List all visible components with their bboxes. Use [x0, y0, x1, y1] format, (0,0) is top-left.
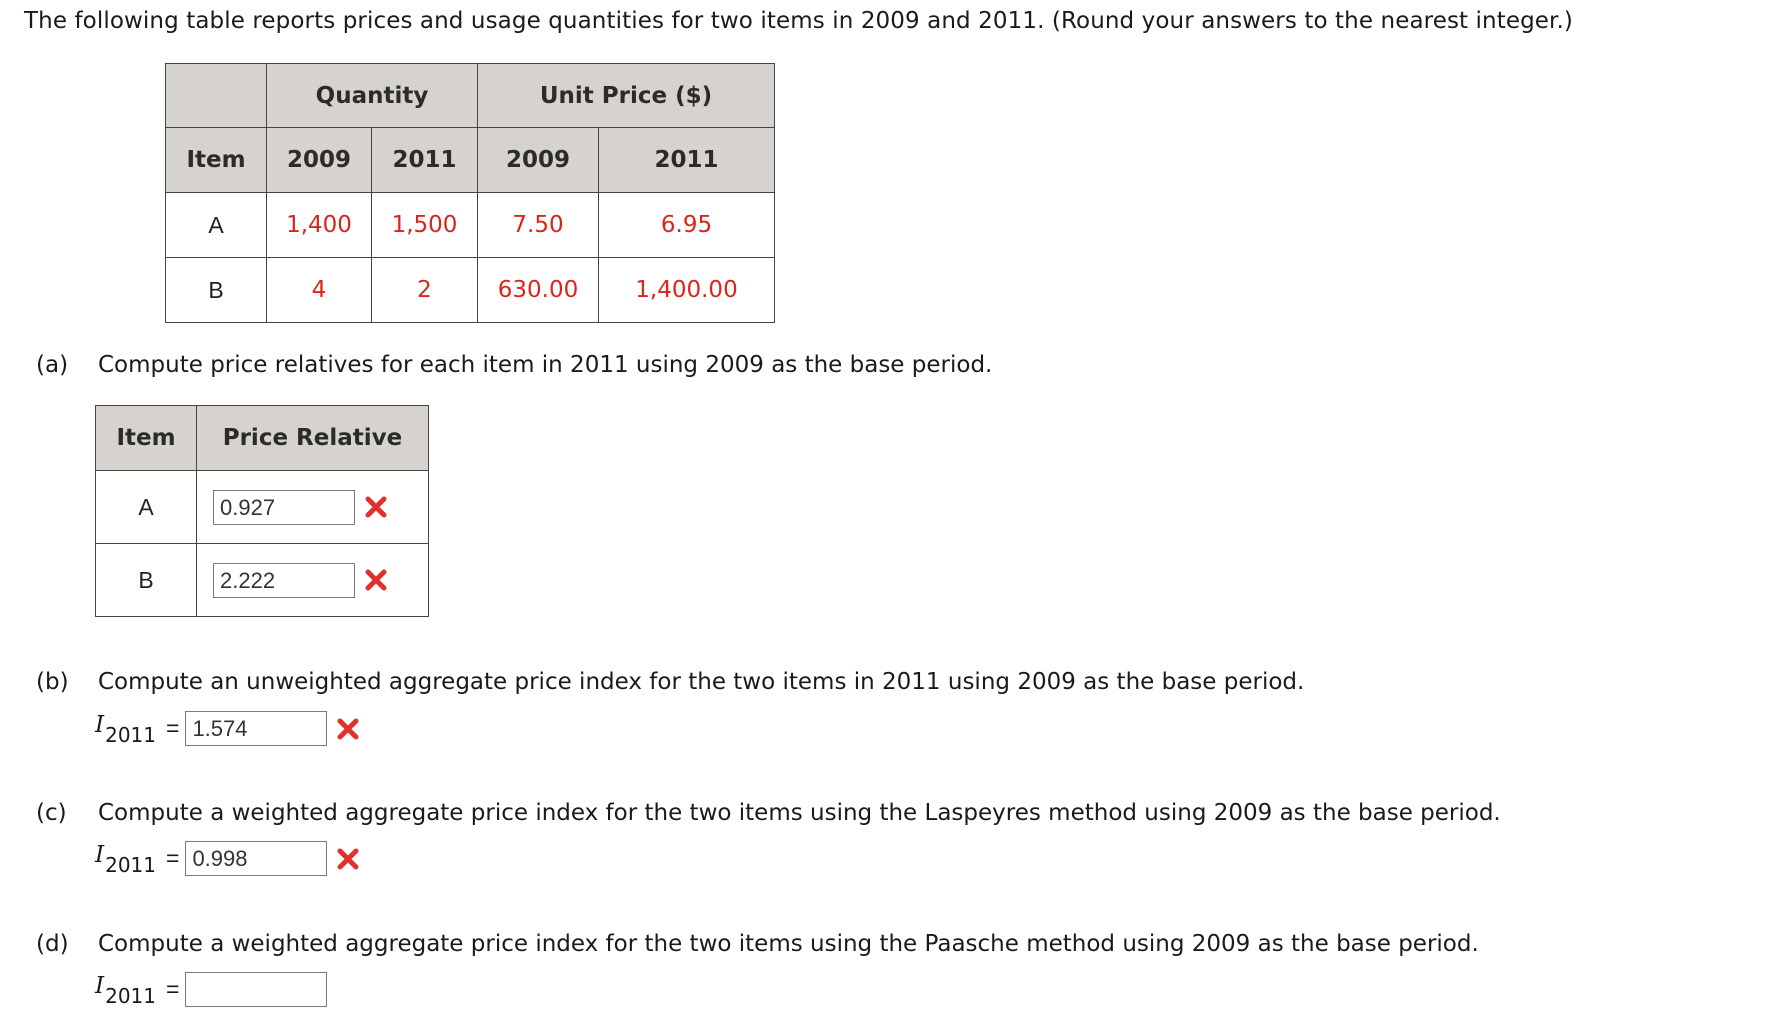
- answer-cell: [197, 544, 429, 617]
- part-d-question: [36, 931, 1479, 957]
- quantity-2009-cell: 1,400: [267, 193, 372, 258]
- index-symbol: I2011: [95, 972, 156, 1008]
- index-subscript: 2011: [105, 852, 156, 877]
- price-2009-cell: 7.50: [478, 193, 599, 258]
- item-cell: A: [166, 193, 267, 258]
- index-subscript: 2011: [105, 722, 156, 747]
- incorrect-x-icon: [335, 716, 361, 742]
- item-column-header: Item: [166, 128, 267, 193]
- price-2009-cell: 630.00: [478, 258, 599, 323]
- index-subscript: 2011: [105, 983, 156, 1008]
- index-symbol: I2011: [95, 711, 156, 747]
- price-relative-table: [95, 405, 429, 617]
- price-2011-cell: 1,400.00: [599, 258, 775, 323]
- item-cell: B: [96, 544, 197, 617]
- part-c-question: [36, 800, 1501, 826]
- table-row: [166, 258, 775, 323]
- part-d-label: (d): [36, 931, 69, 957]
- part-a-label: (a): [36, 352, 69, 378]
- paasche-index-input[interactable]: [185, 972, 327, 1007]
- incorrect-x-icon: [363, 494, 389, 520]
- price-2011-header: 2011: [599, 128, 775, 193]
- part-d-answer-row: [95, 972, 327, 1012]
- price-relative-column-header: Price Relative: [197, 406, 429, 471]
- table-row: [166, 193, 775, 258]
- part-c-label: (c): [36, 800, 67, 826]
- index-symbol: I2011: [95, 841, 156, 877]
- price-relative-b-input[interactable]: 2.222: [213, 563, 355, 598]
- part-d-text: Compute a weighted aggregate price index for the two items using the Paasche method using 2009 as the base period.: [98, 931, 1479, 957]
- equals-sign: =: [166, 845, 180, 871]
- part-b-label: (b): [36, 669, 69, 695]
- quantity-2009-cell: 4: [267, 258, 372, 323]
- laspeyres-index-input[interactable]: 0.998: [185, 841, 327, 876]
- quantity-2011-cell: 1,500: [372, 193, 478, 258]
- answer-cell: [197, 471, 429, 544]
- price-relative-a-input[interactable]: 0.927: [213, 490, 355, 525]
- equals-sign: =: [166, 976, 180, 1002]
- price-quantity-table: [165, 63, 775, 323]
- part-c-text: Compute a weighted aggregate price index for the two items using the Laspeyres method using 2009 as the base period.: [98, 800, 1501, 826]
- quantity-2011-header: 2011: [372, 128, 478, 193]
- part-c-answer-row: [95, 841, 361, 881]
- part-a-text: Compute price relatives for each item in 2011 using 2009 as the base period.: [98, 352, 993, 378]
- table-row: [96, 471, 429, 544]
- instructions-text: The following table reports prices and usage quantities for two items in 2009 and 2011. (Round your answers to the nearest integer.): [24, 8, 1573, 34]
- unweighted-index-input[interactable]: 1.574: [185, 711, 327, 746]
- part-a-question: [36, 352, 992, 378]
- item-cell: A: [96, 471, 197, 544]
- quantity-2009-header: 2009: [267, 128, 372, 193]
- item-cell: B: [166, 258, 267, 323]
- part-b-text: Compute an unweighted aggregate price index for the two items in 2011 using 2009 as the base period.: [98, 669, 1305, 695]
- part-b-answer-row: [95, 711, 361, 751]
- price-2009-header: 2009: [478, 128, 599, 193]
- incorrect-x-icon: [335, 846, 361, 872]
- blank-header-cell: [166, 64, 267, 128]
- part-b-question: [36, 669, 1304, 695]
- equals-sign: =: [166, 715, 180, 741]
- unit-price-group-header: Unit Price ($): [478, 64, 775, 128]
- quantity-2011-cell: 2: [372, 258, 478, 323]
- incorrect-x-icon: [363, 567, 389, 593]
- price-2011-cell: 6.95: [599, 193, 775, 258]
- item-column-header: Item: [96, 406, 197, 471]
- quantity-group-header: Quantity: [267, 64, 478, 128]
- table-row: [96, 544, 429, 617]
